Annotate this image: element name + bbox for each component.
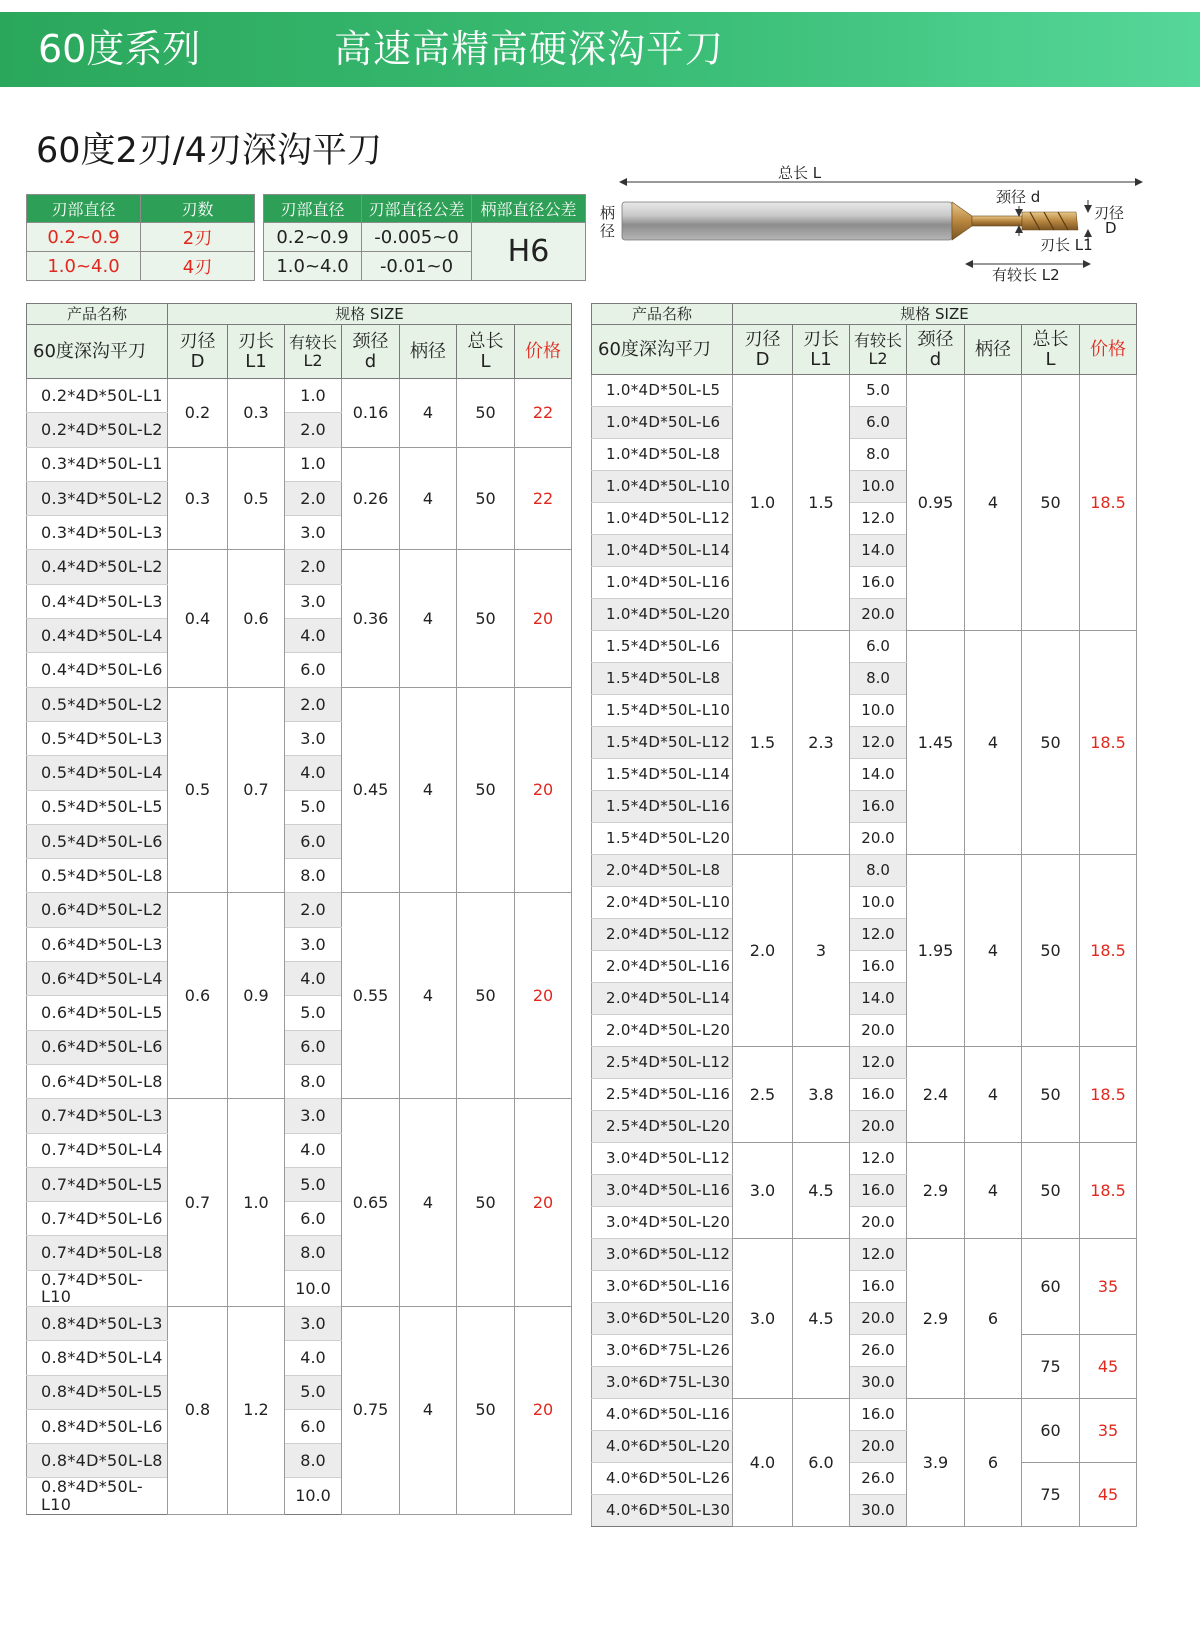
blade-diameter-label: 刃径 D: [1094, 204, 1125, 237]
product-name-cell: 0.5*4D*50L-L4: [27, 756, 168, 790]
spec-header: 刃部直径: [264, 195, 362, 223]
total-length-cell: 50: [1022, 375, 1080, 631]
total-length-cell: 50: [457, 379, 515, 448]
neck-diameter-cell: 0.55: [342, 893, 400, 1099]
effective-length-cell: 10.0: [850, 695, 907, 727]
spec-cell: 1.0~4.0: [264, 252, 362, 281]
price-cell: 18.5: [1080, 855, 1137, 1047]
series-label: 60度系列: [38, 27, 201, 71]
effective-length-cell: 26.0: [850, 1335, 907, 1367]
price-cell: 20: [515, 1306, 572, 1514]
effective-length-cell: 20.0: [850, 1303, 907, 1335]
blade-length-cell: 3: [793, 855, 850, 1047]
blade-length-cell: 0.9: [228, 893, 285, 1099]
table-row: [27, 379, 572, 413]
effective-length-cell: 8.0: [850, 439, 907, 471]
table-row: [592, 1047, 1137, 1079]
effective-length-cell: 30.0: [850, 1495, 907, 1527]
neck-diameter-cell: 0.45: [342, 687, 400, 893]
product-name-cell: 0.5*4D*50L-L6: [27, 824, 168, 858]
neck-diameter-cell: 2.9: [907, 1143, 965, 1239]
neck-diameter-label: 颈径 d: [996, 188, 1041, 206]
effective-length-cell: 3.0: [285, 927, 342, 961]
effective-length-cell: 16.0: [850, 1079, 907, 1111]
product-name-cell: 4.0*6D*50L-L20: [592, 1431, 733, 1463]
effective-length-cell: 16.0: [850, 567, 907, 599]
product-name-cell: 4.0*6D*50L-L30: [592, 1495, 733, 1527]
price-cell: 18.5: [1080, 1143, 1137, 1239]
effective-length-cell: 6.0: [285, 824, 342, 858]
table-row: [27, 447, 572, 481]
header-product-name: 60度深沟平刀: [592, 325, 733, 375]
effective-length-label: 有较长 L2: [992, 266, 1060, 284]
product-name-cell: 0.6*4D*50L-L2: [27, 893, 168, 927]
product-name-cell: 0.8*4D*50L-L4: [27, 1341, 168, 1375]
neck-diameter-cell: 0.16: [342, 379, 400, 448]
product-name-cell: 1.0*4D*50L-L14: [592, 535, 733, 567]
neck-diameter-cell: 3.9: [907, 1399, 965, 1527]
product-name-cell: 0.2*4D*50L-L2: [27, 413, 168, 447]
blade-diameter-cell: 3.0: [733, 1239, 793, 1399]
effective-length-cell: 4.0: [285, 619, 342, 653]
product-name-cell: 1.0*4D*50L-L16: [592, 567, 733, 599]
header-total-length: 总长 L: [457, 325, 515, 379]
product-name-cell: 2.0*4D*50L-L14: [592, 983, 733, 1015]
shank-diameter-cell: 4: [965, 631, 1022, 855]
neck-diameter-cell: 1.45: [907, 631, 965, 855]
header-blade-length: 刃长 L1: [793, 325, 850, 375]
effective-length-cell: 12.0: [850, 503, 907, 535]
effective-length-cell: 12.0: [850, 919, 907, 951]
taper: [952, 202, 972, 240]
product-name-cell: 0.7*4D*50L-L8: [27, 1236, 168, 1270]
product-name-cell: 0.8*4D*50L-L3: [27, 1306, 168, 1340]
total-length-cell: 50: [457, 893, 515, 1099]
blade-length-cell: 0.7: [228, 687, 285, 893]
cutting-head: [1022, 212, 1078, 230]
effective-length-cell: 14.0: [850, 759, 907, 791]
blade-length-label: 刃长 L1: [1040, 236, 1093, 254]
blade-diameter-cell: 0.5: [168, 687, 228, 893]
total-length-cell: 50: [1022, 1143, 1080, 1239]
effective-length-cell: 12.0: [850, 1143, 907, 1175]
blade-diameter-cell: 2.5: [733, 1047, 793, 1143]
product-name-cell: 1.5*4D*50L-L20: [592, 823, 733, 855]
product-name-cell: 1.5*4D*50L-L16: [592, 791, 733, 823]
total-length-cell: 50: [457, 1306, 515, 1514]
blade-diameter-cell: 0.8: [168, 1306, 228, 1514]
blade-diameter-cell: 0.2: [168, 379, 228, 448]
shank-diameter-cell: 4: [400, 1099, 457, 1307]
product-name-cell: 1.0*4D*50L-L12: [592, 503, 733, 535]
header-effective-length: 有较长 L2: [850, 325, 907, 375]
blade-length-cell: 1.2: [228, 1306, 285, 1514]
shank-diameter-cell: 4: [965, 1143, 1022, 1239]
effective-length-cell: 16.0: [850, 1399, 907, 1431]
product-name-cell: 2.5*4D*50L-L12: [592, 1047, 733, 1079]
tolerance-spec-table: [263, 194, 586, 281]
table-row: [592, 855, 1137, 887]
effective-length-cell: 5.0: [285, 996, 342, 1030]
price-cell: 22: [515, 447, 572, 550]
effective-length-cell: 5.0: [850, 375, 907, 407]
total-length-cell: 50: [457, 687, 515, 893]
effective-length-cell: 16.0: [850, 951, 907, 983]
shank-diameter-cell: 4: [400, 687, 457, 893]
effective-length-cell: 20.0: [850, 1431, 907, 1463]
blade-length-cell: 3.8: [793, 1047, 850, 1143]
price-cell: 20: [515, 1099, 572, 1307]
product-name-cell: 3.0*4D*50L-L12: [592, 1143, 733, 1175]
spec-header: 柄部直径公差: [472, 195, 586, 223]
product-name-cell: 1.0*4D*50L-L20: [592, 599, 733, 631]
product-name-cell: 1.0*4D*50L-L10: [592, 471, 733, 503]
blade-diameter-cell: 0.7: [168, 1099, 228, 1307]
price-cell: 18.5: [1080, 1047, 1137, 1143]
product-name-cell: 2.0*4D*50L-L16: [592, 951, 733, 983]
caption-size: 规格 SIZE: [168, 304, 572, 325]
header-shank-diameter: 柄径: [965, 325, 1022, 375]
total-length-label: 总长 L: [778, 164, 822, 182]
product-name-cell: 2.0*4D*50L-L20: [592, 1015, 733, 1047]
product-name-cell: 1.5*4D*50L-L8: [592, 663, 733, 695]
product-name-cell: 0.7*4D*50L-L3: [27, 1099, 168, 1133]
effective-length-cell: 3.0: [285, 1099, 342, 1133]
product-name-cell: 1.5*4D*50L-L10: [592, 695, 733, 727]
table-row: [592, 1335, 1137, 1367]
effective-length-cell: 4.0: [285, 962, 342, 996]
product-name-cell: 2.0*4D*50L-L8: [592, 855, 733, 887]
price-cell: 20: [515, 893, 572, 1099]
effective-length-cell: 12.0: [850, 727, 907, 759]
table-row: [27, 1306, 572, 1340]
product-name-cell: 0.7*4D*50L-L5: [27, 1167, 168, 1201]
price-cell: 18.5: [1080, 631, 1137, 855]
blade-diameter-cell: 1.5: [733, 631, 793, 855]
effective-length-cell: 2.0: [285, 481, 342, 515]
effective-length-cell: 20.0: [850, 1111, 907, 1143]
product-name-cell: 0.7*4D*50L-L4: [27, 1133, 168, 1167]
effective-length-cell: 4.0: [285, 1133, 342, 1167]
product-name-cell: 1.5*4D*50L-L6: [592, 631, 733, 663]
spec-cell: -0.01~0: [362, 252, 472, 281]
table-row: [592, 1463, 1137, 1495]
blade-length-cell: 0.5: [228, 447, 285, 550]
effective-length-cell: 10.0: [285, 1270, 342, 1306]
header-total-length: 总长 L: [1022, 325, 1080, 375]
product-name-cell: 0.5*4D*50L-L8: [27, 859, 168, 893]
blade-diameter-cell: 4.0: [733, 1399, 793, 1527]
product-name-cell: 0.3*4D*50L-L2: [27, 481, 168, 515]
price-cell: 18.5: [1080, 375, 1137, 631]
table-row: [592, 1239, 1137, 1271]
shank-diameter-cell: 6: [965, 1399, 1022, 1527]
shank-diameter-cell: 4: [965, 375, 1022, 631]
effective-length-cell: 4.0: [285, 756, 342, 790]
shank-diameter-cell: 4: [965, 1047, 1022, 1143]
neck-diameter-cell: 0.95: [907, 375, 965, 631]
product-name-cell: 0.3*4D*50L-L3: [27, 516, 168, 550]
product-name-cell: 1.5*4D*50L-L12: [592, 727, 733, 759]
blade-length-cell: 2.3: [793, 631, 850, 855]
caption-size: 规格 SIZE: [733, 304, 1137, 325]
blade-length-cell: 1.0: [228, 1099, 285, 1307]
table-row: [592, 1399, 1137, 1431]
effective-length-cell: 5.0: [285, 1375, 342, 1409]
header-price: 价格: [515, 325, 572, 379]
flute-spec-table: [26, 194, 255, 281]
effective-length-cell: 8.0: [285, 1236, 342, 1270]
blade-length-cell: 0.6: [228, 550, 285, 687]
table-row: [27, 687, 572, 721]
total-length-cell: 50: [457, 550, 515, 687]
product-name-cell: 0.4*4D*50L-L6: [27, 653, 168, 687]
header-shank-diameter: 柄径: [400, 325, 457, 379]
product-name-cell: 0.8*4D*50L-L10: [27, 1478, 168, 1514]
effective-length-cell: 8.0: [850, 855, 907, 887]
effective-length-cell: 14.0: [850, 535, 907, 567]
product-name-cell: 0.6*4D*50L-L8: [27, 1064, 168, 1098]
price-cell: 22: [515, 379, 572, 448]
table-row: [592, 1143, 1137, 1175]
product-name-cell: 4.0*6D*50L-L16: [592, 1399, 733, 1431]
shank-diameter-label: 柄径: [600, 204, 616, 240]
shank-diameter-cell: 4: [400, 379, 457, 448]
product-name-cell: 0.5*4D*50L-L3: [27, 721, 168, 755]
effective-length-cell: 26.0: [850, 1463, 907, 1495]
caption-product-name: 产品名称: [592, 304, 733, 325]
product-name-cell: 1.5*4D*50L-L14: [592, 759, 733, 791]
effective-length-cell: 2.0: [285, 893, 342, 927]
price-cell: 20: [515, 550, 572, 687]
product-name-cell: 3.0*6D*75L-L30: [592, 1367, 733, 1399]
product-name-cell: 3.0*6D*75L-L26: [592, 1335, 733, 1367]
table-row: [27, 550, 572, 584]
product-name-cell: 0.5*4D*50L-L5: [27, 790, 168, 824]
effective-length-cell: 8.0: [285, 859, 342, 893]
effective-length-cell: 16.0: [850, 1175, 907, 1207]
effective-length-cell: 10.0: [850, 887, 907, 919]
product-name-cell: 0.4*4D*50L-L4: [27, 619, 168, 653]
effective-length-cell: 8.0: [285, 1444, 342, 1478]
header-banner: [0, 12, 1200, 87]
total-length-cell: 50: [457, 1099, 515, 1307]
effective-length-cell: 5.0: [285, 790, 342, 824]
shank-diameter-cell: 4: [400, 1306, 457, 1514]
shank-diameter-cell: 4: [965, 855, 1022, 1047]
neck: [972, 216, 1022, 226]
neck-diameter-cell: 2.4: [907, 1047, 965, 1143]
shank-diameter-cell: 4: [400, 893, 457, 1099]
product-table-left: [26, 303, 572, 1515]
product-name-cell: 0.7*4D*50L-L6: [27, 1202, 168, 1236]
product-name-cell: 2.0*4D*50L-L10: [592, 887, 733, 919]
product-name-cell: 0.8*4D*50L-L8: [27, 1444, 168, 1478]
effective-length-cell: 10.0: [850, 471, 907, 503]
effective-length-cell: 3.0: [285, 584, 342, 618]
blade-diameter-cell: 2.0: [733, 855, 793, 1047]
blade-length-cell: 0.3: [228, 379, 285, 448]
effective-length-cell: 14.0: [850, 983, 907, 1015]
effective-length-cell: 6.0: [285, 1202, 342, 1236]
effective-length-cell: 8.0: [850, 663, 907, 695]
spec-cell: 2刃: [141, 223, 255, 252]
product-name-cell: 3.0*6D*50L-L12: [592, 1239, 733, 1271]
effective-length-cell: 2.0: [285, 550, 342, 584]
blade-diameter-cell: 3.0: [733, 1143, 793, 1239]
product-name-cell: 0.5*4D*50L-L2: [27, 687, 168, 721]
spec-cell: 0.2~0.9: [264, 223, 362, 252]
effective-length-cell: 6.0: [285, 1030, 342, 1064]
header-price: 价格: [1080, 325, 1137, 375]
effective-length-cell: 16.0: [850, 1271, 907, 1303]
blade-diameter-cell: 1.0: [733, 375, 793, 631]
spec-cell: 1.0~4.0: [27, 252, 141, 281]
effective-length-cell: 20.0: [850, 823, 907, 855]
blade-diameter-cell: 0.3: [168, 447, 228, 550]
table-row: [592, 631, 1137, 663]
price-cell: 45: [1080, 1335, 1137, 1399]
effective-length-cell: 20.0: [850, 599, 907, 631]
caption-product-name: 产品名称: [27, 304, 168, 325]
effective-length-cell: 12.0: [850, 1239, 907, 1271]
total-length-cell: 60: [1022, 1239, 1080, 1335]
effective-length-cell: 6.0: [285, 653, 342, 687]
total-length-cell: 50: [1022, 1047, 1080, 1143]
spec-cell: -0.005~0: [362, 223, 472, 252]
product-name-cell: 0.4*4D*50L-L2: [27, 550, 168, 584]
section-title: 60度2刃/4刃深沟平刀: [36, 131, 382, 171]
effective-length-cell: 6.0: [850, 407, 907, 439]
effective-length-cell: 20.0: [850, 1015, 907, 1047]
product-name-cell: 0.2*4D*50L-L1: [27, 379, 168, 413]
effective-length-cell: 30.0: [850, 1367, 907, 1399]
blade-diameter-cell: 0.6: [168, 893, 228, 1099]
total-length-cell: 75: [1022, 1463, 1080, 1527]
effective-length-cell: 16.0: [850, 791, 907, 823]
header-blade-diameter: 刃径 D: [733, 325, 793, 375]
effective-length-cell: 6.0: [285, 1409, 342, 1443]
effective-length-cell: 1.0: [285, 447, 342, 481]
blade-length-cell: 4.5: [793, 1239, 850, 1399]
effective-length-cell: 2.0: [285, 687, 342, 721]
product-name-cell: 0.4*4D*50L-L3: [27, 584, 168, 618]
product-name-cell: 4.0*6D*50L-L26: [592, 1463, 733, 1495]
product-name-cell: 1.0*4D*50L-L8: [592, 439, 733, 471]
shank-diameter-cell: 4: [400, 447, 457, 550]
shank-diameter-cell: 4: [400, 550, 457, 687]
price-cell: 45: [1080, 1463, 1137, 1527]
neck-diameter-cell: 0.36: [342, 550, 400, 687]
total-length-cell: 75: [1022, 1335, 1080, 1399]
product-name-cell: 3.0*6D*50L-L20: [592, 1303, 733, 1335]
product-name-cell: 0.6*4D*50L-L6: [27, 1030, 168, 1064]
header-effective-length: 有较长 L2: [285, 325, 342, 379]
header-blade-length: 刃长 L1: [228, 325, 285, 379]
header-neck-diameter: 颈径 d: [907, 325, 965, 375]
blade-length-cell: 1.5: [793, 375, 850, 631]
product-name-cell: 0.6*4D*50L-L3: [27, 927, 168, 961]
effective-length-cell: 20.0: [850, 1207, 907, 1239]
price-cell: 35: [1080, 1399, 1137, 1463]
total-length-cell: 60: [1022, 1399, 1080, 1463]
neck-diameter-cell: 0.65: [342, 1099, 400, 1307]
product-name-cell: 0.8*4D*50L-L5: [27, 1375, 168, 1409]
table-row: [27, 1099, 572, 1133]
shank-body: [622, 202, 952, 240]
neck-diameter-cell: 0.75: [342, 1306, 400, 1514]
header-neck-diameter: 颈径 d: [342, 325, 400, 379]
price-cell: 20: [515, 687, 572, 893]
product-name-cell: 2.5*4D*50L-L16: [592, 1079, 733, 1111]
effective-length-cell: 6.0: [850, 631, 907, 663]
product-name-cell: 0.6*4D*50L-L4: [27, 962, 168, 996]
effective-length-cell: 2.0: [285, 413, 342, 447]
product-name-cell: 1.0*4D*50L-L6: [592, 407, 733, 439]
product-name-cell: 0.3*4D*50L-L1: [27, 447, 168, 481]
header-product-name: 60度深沟平刀: [27, 325, 168, 379]
effective-length-cell: 12.0: [850, 1047, 907, 1079]
price-cell: 35: [1080, 1239, 1137, 1335]
neck-diameter-cell: 2.9: [907, 1239, 965, 1399]
effective-length-cell: 3.0: [285, 721, 342, 755]
product-name-cell: 3.0*4D*50L-L20: [592, 1207, 733, 1239]
effective-length-cell: 1.0: [285, 379, 342, 413]
product-name-cell: 3.0*6D*50L-L16: [592, 1271, 733, 1303]
total-length-cell: 50: [1022, 631, 1080, 855]
total-length-cell: 50: [457, 447, 515, 550]
product-name-cell: 2.5*4D*50L-L20: [592, 1111, 733, 1143]
table-row: [592, 375, 1137, 407]
effective-length-cell: 5.0: [285, 1167, 342, 1201]
neck-diameter-cell: 1.95: [907, 855, 965, 1047]
product-table-right: [591, 303, 1137, 1527]
neck-diameter-cell: 0.26: [342, 447, 400, 550]
blade-length-cell: 6.0: [793, 1399, 850, 1527]
effective-length-cell: 4.0: [285, 1341, 342, 1375]
product-name-cell: 3.0*4D*50L-L16: [592, 1175, 733, 1207]
spec-header: 刃部直径: [27, 195, 141, 223]
banner-title: 高速高精高硬深沟平刀: [334, 27, 725, 71]
product-name-cell: 1.0*4D*50L-L5: [592, 375, 733, 407]
shank-tolerance-value: H6: [472, 223, 586, 281]
effective-length-cell: 3.0: [285, 516, 342, 550]
shank-diameter-cell: 6: [965, 1239, 1022, 1399]
effective-length-cell: 8.0: [285, 1064, 342, 1098]
product-name-cell: 0.7*4D*50L-L10: [27, 1270, 168, 1306]
spec-cell: 0.2~0.9: [27, 223, 141, 252]
header-blade-diameter: 刃径 D: [168, 325, 228, 379]
spec-cell: 4刃: [141, 252, 255, 281]
effective-length-cell: 3.0: [285, 1306, 342, 1340]
spec-header: 刃数: [141, 195, 255, 223]
total-length-cell: 50: [1022, 855, 1080, 1047]
product-name-cell: 0.6*4D*50L-L5: [27, 996, 168, 1030]
product-name-cell: 0.8*4D*50L-L6: [27, 1409, 168, 1443]
blade-diameter-cell: 0.4: [168, 550, 228, 687]
spec-header: 刃部直径公差: [362, 195, 472, 223]
end-mill-diagram: [600, 160, 1160, 300]
blade-length-cell: 4.5: [793, 1143, 850, 1239]
product-name-cell: 2.0*4D*50L-L12: [592, 919, 733, 951]
effective-length-cell: 10.0: [285, 1478, 342, 1514]
table-row: [27, 893, 572, 927]
